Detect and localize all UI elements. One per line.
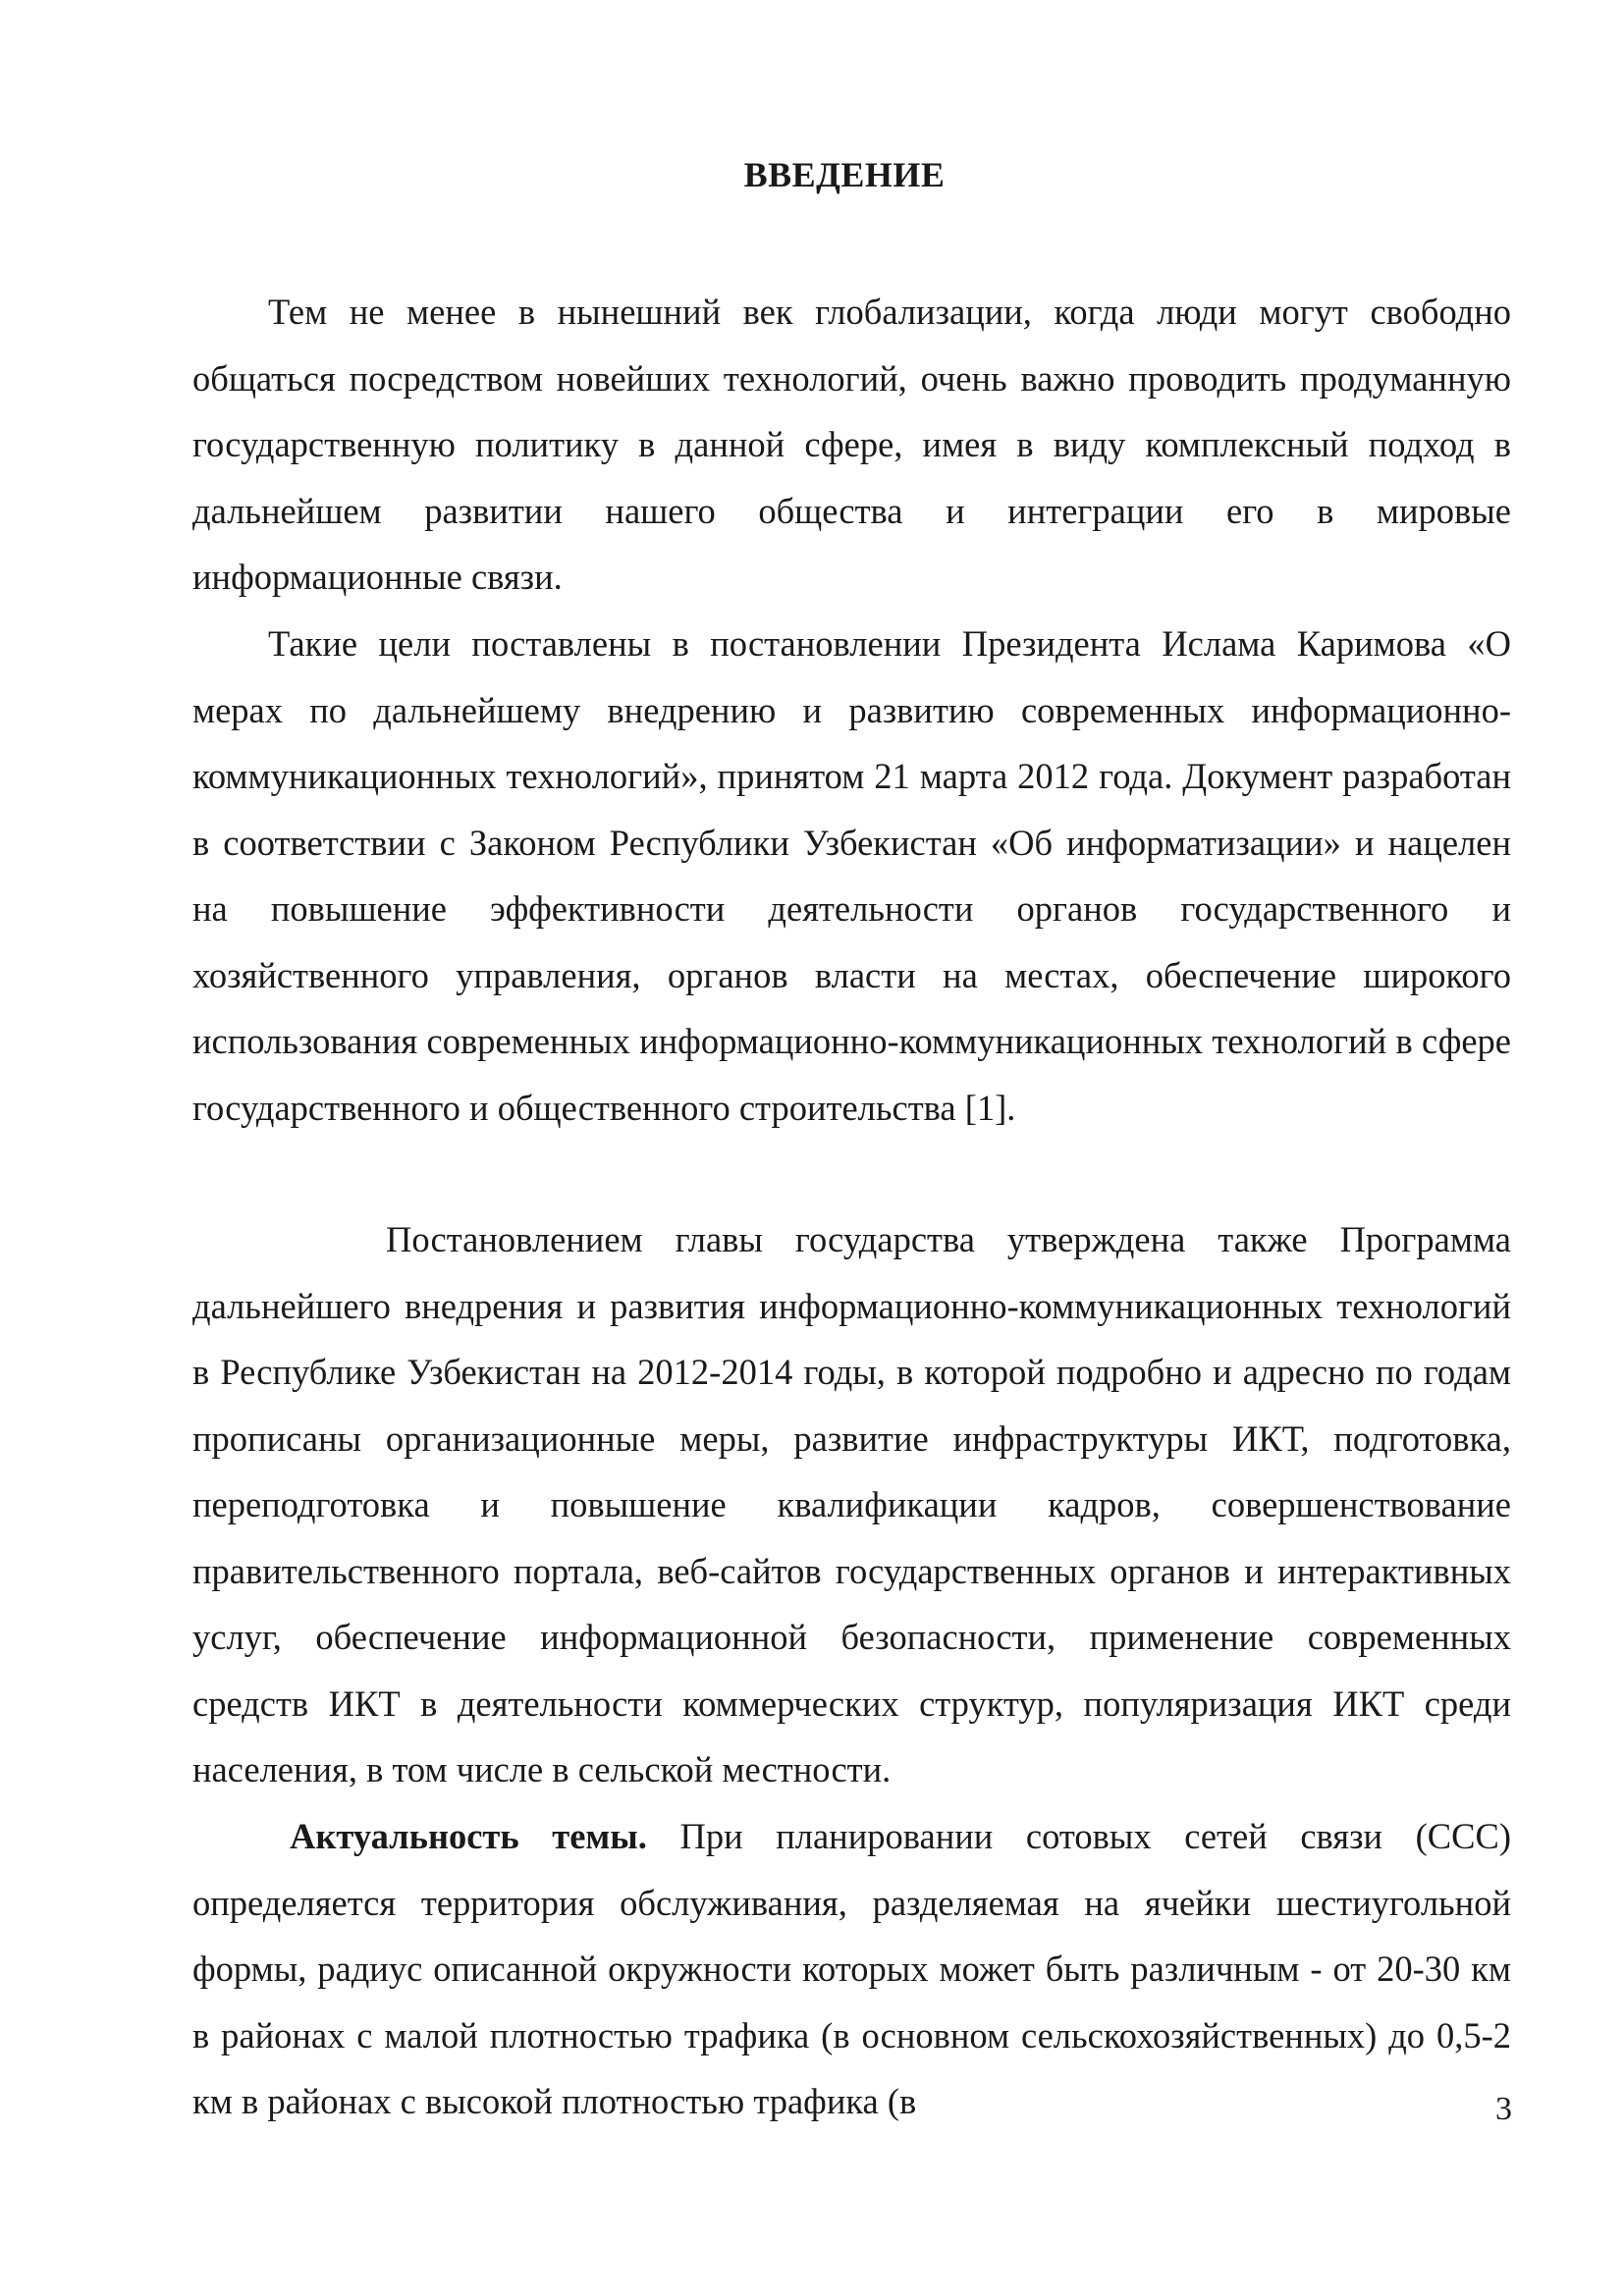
paragraph-4 [192, 1803, 1511, 2135]
paragraph-3: Постановлением главы государства утверждена также Программа дальнейшего внедрения и развития информационно-коммуникационных технологий в Республике Узбекистан на 2012-2014 годы, в которой подробно и адресно по годам прописаны организационные меры, развитие инфраструктуры ИКТ, подготовка, переподготовка и повышение квалификации кадров, совершенствование правительственного портала, веб-сайтов государственных органов и интерактивных услуг, обеспечение информационной безопасности, применение современных средств ИКТ в деятельности коммерческих структур, популяризация ИКТ среди населения, в том числе в сельской местности. [192, 1219, 1511, 1789]
paragraph-2: Такие цели поставлены в постановлении Президента Ислама Каримова «О мерах по дальнейшему внедрению и развитию современных информационно-коммуникационных технологий», принятом 21 марта 2012 года. Документ разработан в соответствии с Законом Республики Узбекистан «Об информатизации» и нацелен на повышение эффективности деятельности органов государственного и хозяйственного управления, органов власти на местах, обеспечение широкого использования современных информационно-коммуникационных технологий в сфере государственного и общественного строительства [1]. [192, 623, 1511, 1128]
page-title: ВВЕДЕНИЕ [743, 155, 946, 194]
paragraph-1: Тем не менее в нынешний век глобализации, когда люди могут свободно общаться посредством новейших технологий, очень важно проводить продуманную государственную политику в данной сфере, имея в виду комплексный подход в дальнейшем развитии нашего общества и интеграции его в мировые информационные связи. [192, 292, 1511, 597]
page-number: 3 [1495, 2091, 1512, 2127]
paragraph-4-lead: Актуальность темы. [290, 1816, 647, 1856]
paragraph-4-text: При планировании сотовых сетей связи (ССС) определяется территория обслуживания, разделяемая на ячейки шестиугольной формы, радиус описанной окружности которых может быть различным - от 20-30 км в районах с малой плотностью трафика (в основном сельскохозяйственных) до 0,5-2 км в районах с высокой плотностью трафика (в [192, 1816, 1511, 2121]
